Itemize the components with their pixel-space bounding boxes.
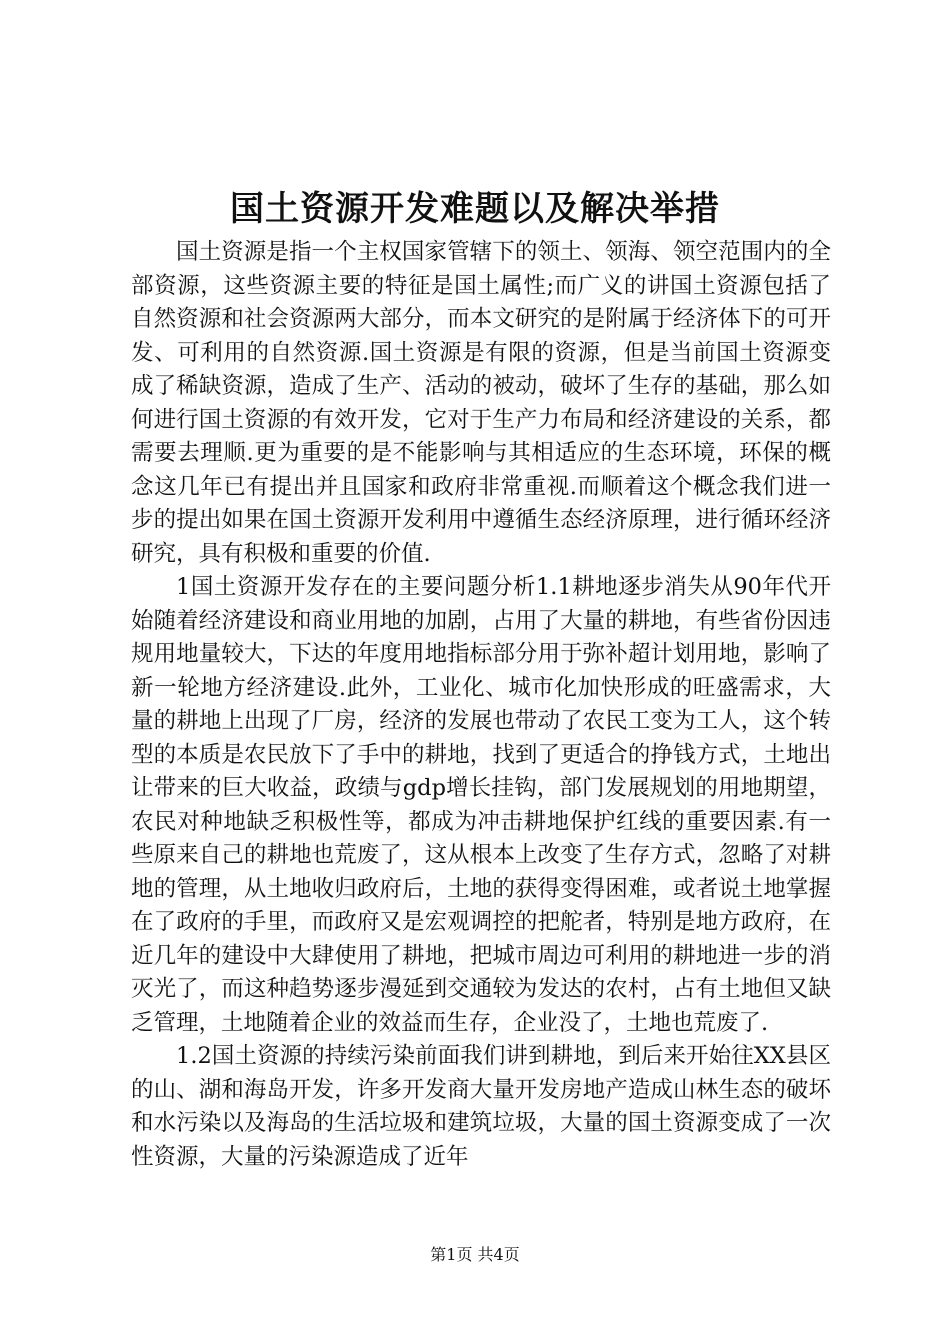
document-body xyxy=(131,236,831,1174)
paragraph-section-1-1: 1国土资源开发存在的主要问题分析1.1耕地逐步消失从90年代开始随着经济建设和商业用地的加剧，占用了大量的耕地，有些省份因违规用地量较大，下达的年度用地指标部分用于弥补超计划用地，影响了新一轮地方经济建设.此外，工业化、城市化加快形成的旺盛需求，大量的耕地上出现了厂房，经济的发展也带动了农民工变为工人，这个转型的本质是农民放下了手中的耕地，找到了更适合的挣钱方式，土地出让带来的巨大收益，政绩与gdp增长挂钩，部门发展规划的用地期望，农民对种地缺乏积极性等，都成为冲击耕地保护红线的重要因素.有一些原来自己的耕地也荒废了，这从根本上改变了生存方式，忽略了对耕地的管理，从土地收归政府后，土地的获得变得困难，或者说土地掌握在了政府的手里，而政府又是宏观调控的把舵者，特别是地方政府，在近几年的建设中大肆使用了耕地，把城市周边可利用的耕地进一步的消灭光了，而这种趋势逐步漫延到交通较为发达的农村，占有土地但又缺乏管理，土地随着企业的效益而生存，企业没了，土地也荒废了. xyxy=(131,574,831,1036)
document-title: 国土资源开发难题以及解决举措 xyxy=(230,189,720,229)
page-footer: 第1页 共4页 xyxy=(430,1245,520,1264)
paragraph-intro: 国土资源是指一个主权国家管辖下的领土、领海、领空范围内的全部资源，这些资源主要的特征是国土属性;而广义的讲国土资源包括了自然资源和社会资源两大部分，而本文研究的是附属于经济体下的可开发、可利用的自然资源.国土资源是有限的资源，但是当前国土资源变成了稀缺资源，造成了生产、活动的被动，破坏了生存的基础，那么如何进行国土资源的有效开发，它对于生产力布局和经济建设的关系，都需要去理顺.更为重要的是不能影响与其相适应的生态环境，环保的概念这几年已有提出并且国家和政府非常重视.而顺着这个概念我们进一步的提出如果在国土资源开发利用中遵循生态经济原理，进行循环经济研究，具有积极和重要的价值. xyxy=(131,239,831,567)
paragraph-section-1-2: 1.2国土资源的持续污染前面我们讲到耕地，到后来开始往XX县区的山、湖和海岛开发，许多开发商大量开发房地产造成山林生态的破坏和水污染以及海岛的生活垃圾和建筑垃圾，大量的国土资源变成了一次性资源，大量的污染源造成了近年 xyxy=(131,1043,831,1170)
